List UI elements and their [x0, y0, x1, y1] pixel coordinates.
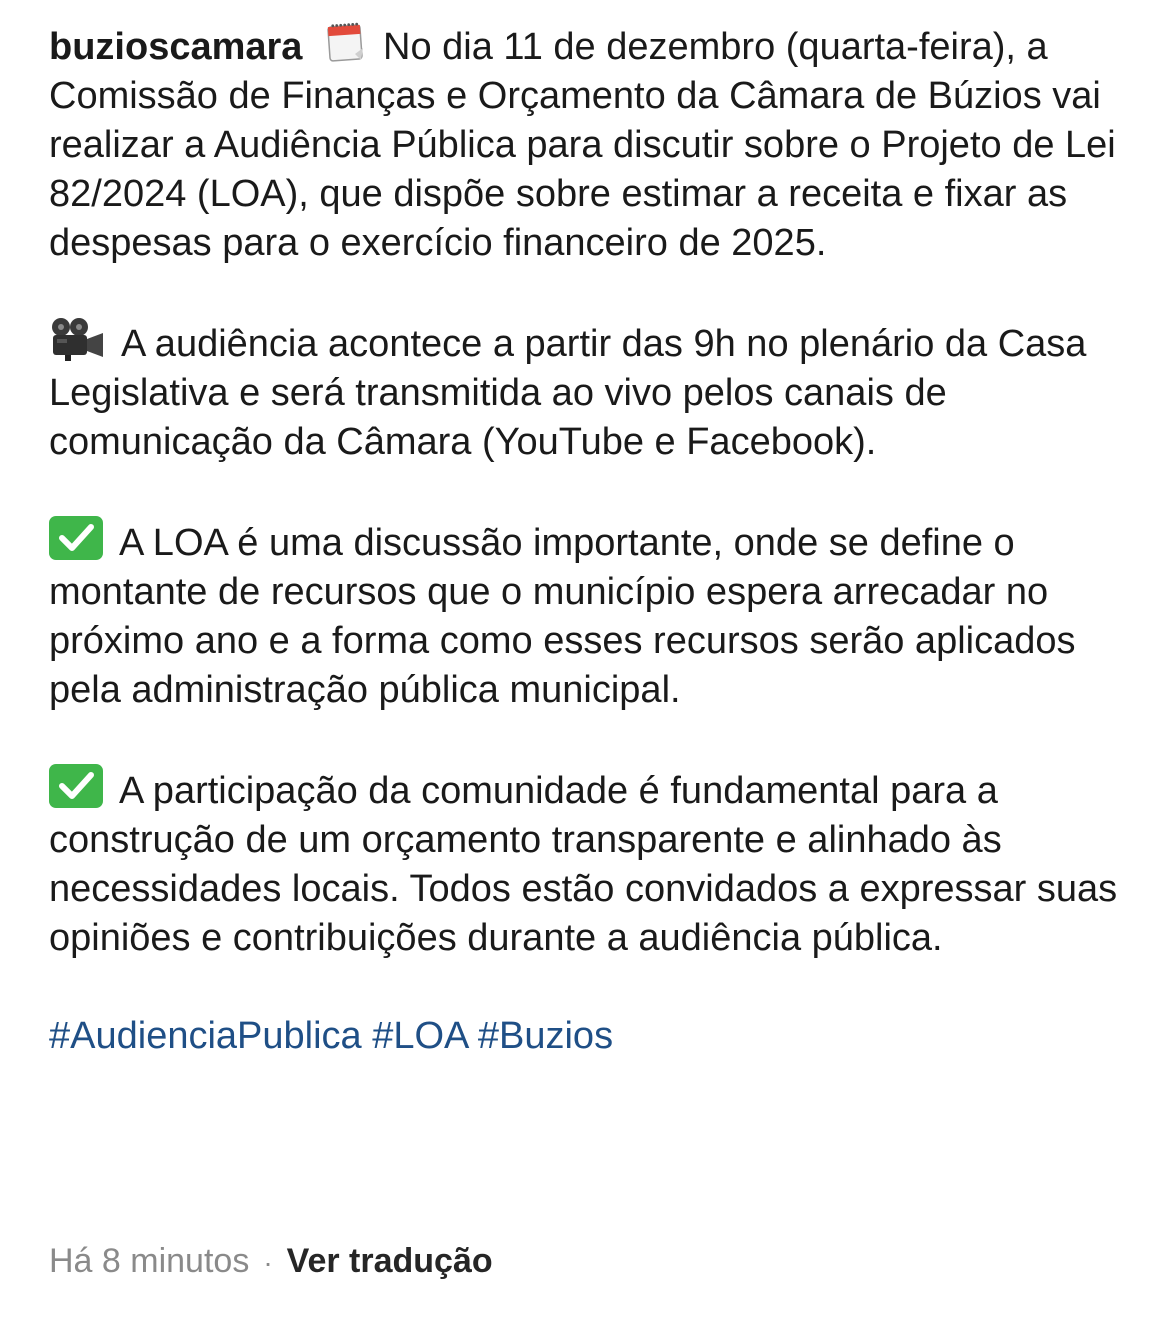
check-mark-icon: [49, 764, 105, 808]
hashtag-audienciapublica[interactable]: #AudienciaPublica: [49, 1015, 362, 1057]
see-translation-button[interactable]: Ver tradução: [286, 1242, 493, 1280]
caption-paragraph-3-text: A LOA é uma discussão importante, onde se define o montante de recursos que o município espera arrecadar no próximo ano e a forma como esses recursos serão aplicados pela administração pública municipal.: [49, 522, 1076, 711]
separator-dot: ·: [263, 1247, 273, 1278]
caption-paragraph-4-text: A participação da comunidade é fundamental para a construção de um orçamento transparente e alinhado às necessidades locais. Todos estão convidados a expressar suas opiniões e contribuições durante a audiência pública.: [49, 770, 1118, 959]
hashtag-list: [49, 1012, 1129, 1061]
check-mark-icon: [49, 516, 105, 560]
caption-paragraph-1-text: No dia 11 de dezembro (quarta-feira), a Comissão de Finanças e Orçamento da Câmara de Búzios vai realizar a Audiência Pública para discutir sobre o Projeto de Lei 82/2024 (LOA), que dispõe sobre estimar a receita e fixar as despesas para o exercício financeiro de 2025.: [49, 26, 1116, 264]
caption-paragraph-4: [49, 764, 1129, 963]
hashtag-buzios[interactable]: #Buzios: [477, 1015, 614, 1057]
caption-paragraph-2: [49, 317, 1129, 467]
caption-paragraph-1: [49, 20, 1129, 268]
username-link[interactable]: buzioscamara: [49, 26, 303, 68]
hashtag-loa[interactable]: #LOA: [372, 1015, 468, 1057]
post-footer: [49, 1238, 493, 1286]
caption-paragraph-3: [49, 516, 1129, 715]
post-caption: [49, 20, 1129, 1061]
caption-paragraph-2-text: A audiência acontece a partir das 9h no plenário da Casa Legislativa e será transmitida ao vivo pelos canais de comunicação da Câmara (YouTube e Facebook).: [49, 323, 1087, 463]
calendar-icon: [325, 20, 369, 64]
post-timestamp: Há 8 minutos: [49, 1242, 250, 1280]
movie-camera-icon: [49, 317, 107, 361]
